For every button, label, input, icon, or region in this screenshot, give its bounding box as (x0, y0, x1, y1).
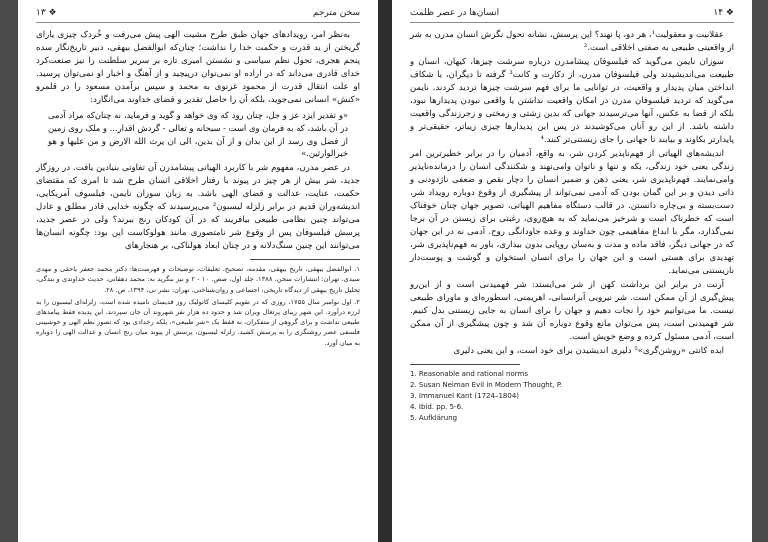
book-gutter (378, 0, 392, 542)
left-page (18, 0, 378, 542)
page-number: ❖ ۱۴ (713, 8, 734, 18)
footnotes (36, 264, 360, 348)
page-body (410, 29, 734, 358)
footnote: 4. Ibid. pp. 5-6. (410, 403, 464, 411)
paragraph: ایده کانتی «روشن‌گری»⁵ دلیری اندیشیدن برای خود است، و این یعنی دلیری (453, 346, 724, 356)
footnote-separator (410, 364, 520, 365)
footnote: ۲. اول نوامبر سال ۱۷۵۵، روزی که در تقویم کلیسای کاتولیک روز قدیسان نامیده شده است، زلزله‌ای لیسبون را به لرزه درآورد. این شهر زیبای پرتغال ویران شد و حدود ده هزار نفر شهروند آن جان سپردند. این پدیده فقط پیامدهای طبیعی نداشت و برای گروهی از متفکران، نه فقط یک «شر طبیعی»، بلکه رخدادی بود که تصور نظم الهی و خوشبینی فلسفی عصر روشنگری را به پرسش کشید. زلزله لیسبون، پرسش از پیوند میان رنج انسان و عدالت الهی را دوباره به میان آورد. (36, 297, 360, 347)
footnote: 1. Reasonable and rational norms (410, 370, 528, 378)
page-body (36, 29, 360, 253)
right-page (392, 0, 752, 542)
paragraph: عقلانیت و معقولیت‌¹، هر دو، پا نهند؟ این پرسش، نشانه تحول نگرش انسان مدرن به شر از واقعیتی طبیعی به صفتی اخلاقی است.² (410, 30, 734, 53)
footnote: 5. Aufklärung (410, 414, 458, 422)
paragraph: آرنت در برابر این برداشت کهن از شر می‌ایستد: شر فهمیدنی است و از این‌رو پیش‌گیری از آن ممکن است. شر نیرویی اَبرانسانی، اهریمنی، اسطوره‌ای و ماورای طبیعی نیست. ما می‌توانیم خود را نجات دهیم و جهان را برای انسان به جایی زیستنی بدل کنیم. شر فهمیدنی است، پس می‌توان مانع وقوع دوباره آن شد و چون پیشگیری از آن ممکن است، آدمی مسئول کرده و وضع خویش است. (410, 280, 734, 342)
page-header (410, 6, 734, 23)
page-header (36, 6, 360, 23)
block-quote: «و تقدیر ایزد عز و جل، چنان رود که وی خواهد و گوید و فرماید، نه چنان‌که مراد آدمی در آن باشد، که به فرمان وی است - سبحانه و تعالی - گردش اقدار... و ملک روی زمین از فضل وی رسد از این بدان و از آن بدین، الی ان یرث الله الارض و من علیها و هو خیرالوارثین.» (48, 110, 348, 159)
paragraph: در عصر مدرن، مفهوم شر با کاربرد الهیاتی پیشامدرن آن تفاوتی بنیادین یافت. در روزگار جدید، شر بیش از هر چیز در پیوند با رفتار اخلاقی انسان طرح شد تا امری که مقتضای حکمت، عنایت، عدالت و قضای الهی باشد. به زبان سوزان نایمن، فیلسوف آمریکایی، اندیشه‌وران قدیم در برابر زلزله لیسبون‌² می‌پرسیدند که چگونه خدایی قادر مطلق و عادل می‌تواند چنین نظامی طبیعی بیافریند که در آن کودکان رنج ببرند؟ ولی در عصر جدید، پرسش فیلسوفان پس از وقوع شر نامتصوری مانند هولوکاست این بود: چگونه انسان‌ها می‌توانند این چنین سنگ‌دلانه و در چنان ابعاد هولناکی، بر هنجارهای (36, 163, 360, 252)
footnote-separator (250, 259, 360, 260)
footnote: 2. Susan Neiman Evil in Modern Thought, P. (410, 381, 563, 389)
paragraph: اندیشه‌های الهیاتی از فهم‌ناپذیر کردن شر، به واقع، آدمیان را در برابر خطیرترین امر زندگی یعنی خود زندگی، یکه و تنها و ناتوان وامی‌نهند و شکنندگی انسان را درمانده‌ناپذیر وامی‌نمایند. فهم‌ناپذیری شر، یعنی ذهن و ضمیر انسان را دچار نقص و ضعفی ناژدودنی و ذاتی دیدن و بر این گمان بودن که آدمی نمی‌تواند از پیشگیری از وقوع دوباره رویداد شر، دست‌بسته و بی‌چاره دانستن. در قالب دستگاه مفاهیم الهیاتی، تصویر جهان چنان خوفناک است که خطرناک است و شرخیز می‌نماید که به هیچ‌روی، رغبتی برای زیستن در آن برجا نمی‌گذارد، مگر با ابداع مفاهیمی چون خداوند و وعده جاودانگی روح. آدمی نه در این جهان که در جهانی دیگر، فاقد ماده و مدت و به‌سان روپایی بدون بیداری، باور به فهم‌ناپذیری شر، تهدیدی برای هستی است و این جهان را برای انسان استخوان و گوشت و پوست‌دار نازیستنی می‌نماید. (410, 149, 734, 276)
footnotes (410, 369, 734, 424)
running-title: سخن مترجم (312, 8, 360, 18)
paragraph: سوزان نایمن می‌گوید که فیلسوفان پیشامدرن درباره سرشت چیزها، کیهان، انسان و طبیعت می‌اندیشیدند ولی فیلسوفان مدرن، از دکارت و کانت³ گرفته تا دیگران، با شکاف انداختن میان پدیدار و واقعیت، در توانایی ما برای فهم سرشت چیزها تردید کردند. نایمن می‌گوید که تردید فیلسوفان مدرن در امکان واقعیت نداشتن یا واقعی نبودن پدیدارها نبود، بلکه از قضا به عکس، آنها می‌ترسیدند جهانی که بدین زشتی و زمختی و زجرزندگی واقعیت داشته باشد. از این رو آنان می‌کوشیدند در پس این پدیدارها چیزی زیباتر، حقیقی‌تر و پایدارتر بکاوند و بیابند تا جهانی را جای زیستنی‌تر کنند.⁴ (410, 57, 734, 145)
footnote: 3. Immanuel Kant (1724–1804) (410, 392, 519, 400)
footnote: ۱. ابوالفضل بیهقی، تاریخ بیهقی، مقدمه، تصحیح، تعلیقات، توضیحات و فهرست‌ها: دکتر محمد جعفر یاحقی و مهدی سیدی، تهران: انتشارات سخن، ۱۳۸۸، جلد اول، صص. ۱۰ - ۲ و نیز بنگرید به: محمد دهقانی، حدیث خداوندی و بندگی، تحلیل تاریخ بیهقی از دیدگاه تاریخی، اجتماعی و روان‌شناختی، تهران: نشر نی، ۱۳۹۴، ص. ۲۸. (36, 265, 360, 294)
running-title: انسان‌ها در عصر ظلمت (410, 8, 500, 18)
page-number: ❖ ۱۳ (36, 8, 57, 18)
paragraph: به‌نظر امر، رویدادهای جهان طبق طرح مشیت الهی پیش می‌رفت و خُردک چیزی یارای گریختن از ید قدرت و حکمت خدا را نداشت؛ چنان‌که ابوالفضل بیهقی، دبیر تاریخ‌نگار سده پنجم هجری، تحول نظم سیاسی و نشستن امیری تازه بر سریر سلطنت را نیز صنعت‌کرد خدای قادری می‌داند که در اراده او نمی‌توان درپیچید و از آهنگ و اخبار او نمی‌توان پرسید. او علت انتقال قدرت از محمود غزنوی به محمد و سپس برآمدن مسعود را در قلمرو «کنش» انسانی نمی‌جوید، بلکه آن را حاصل تقدیر و قضای خداوند می‌انگارد: (36, 30, 360, 105)
